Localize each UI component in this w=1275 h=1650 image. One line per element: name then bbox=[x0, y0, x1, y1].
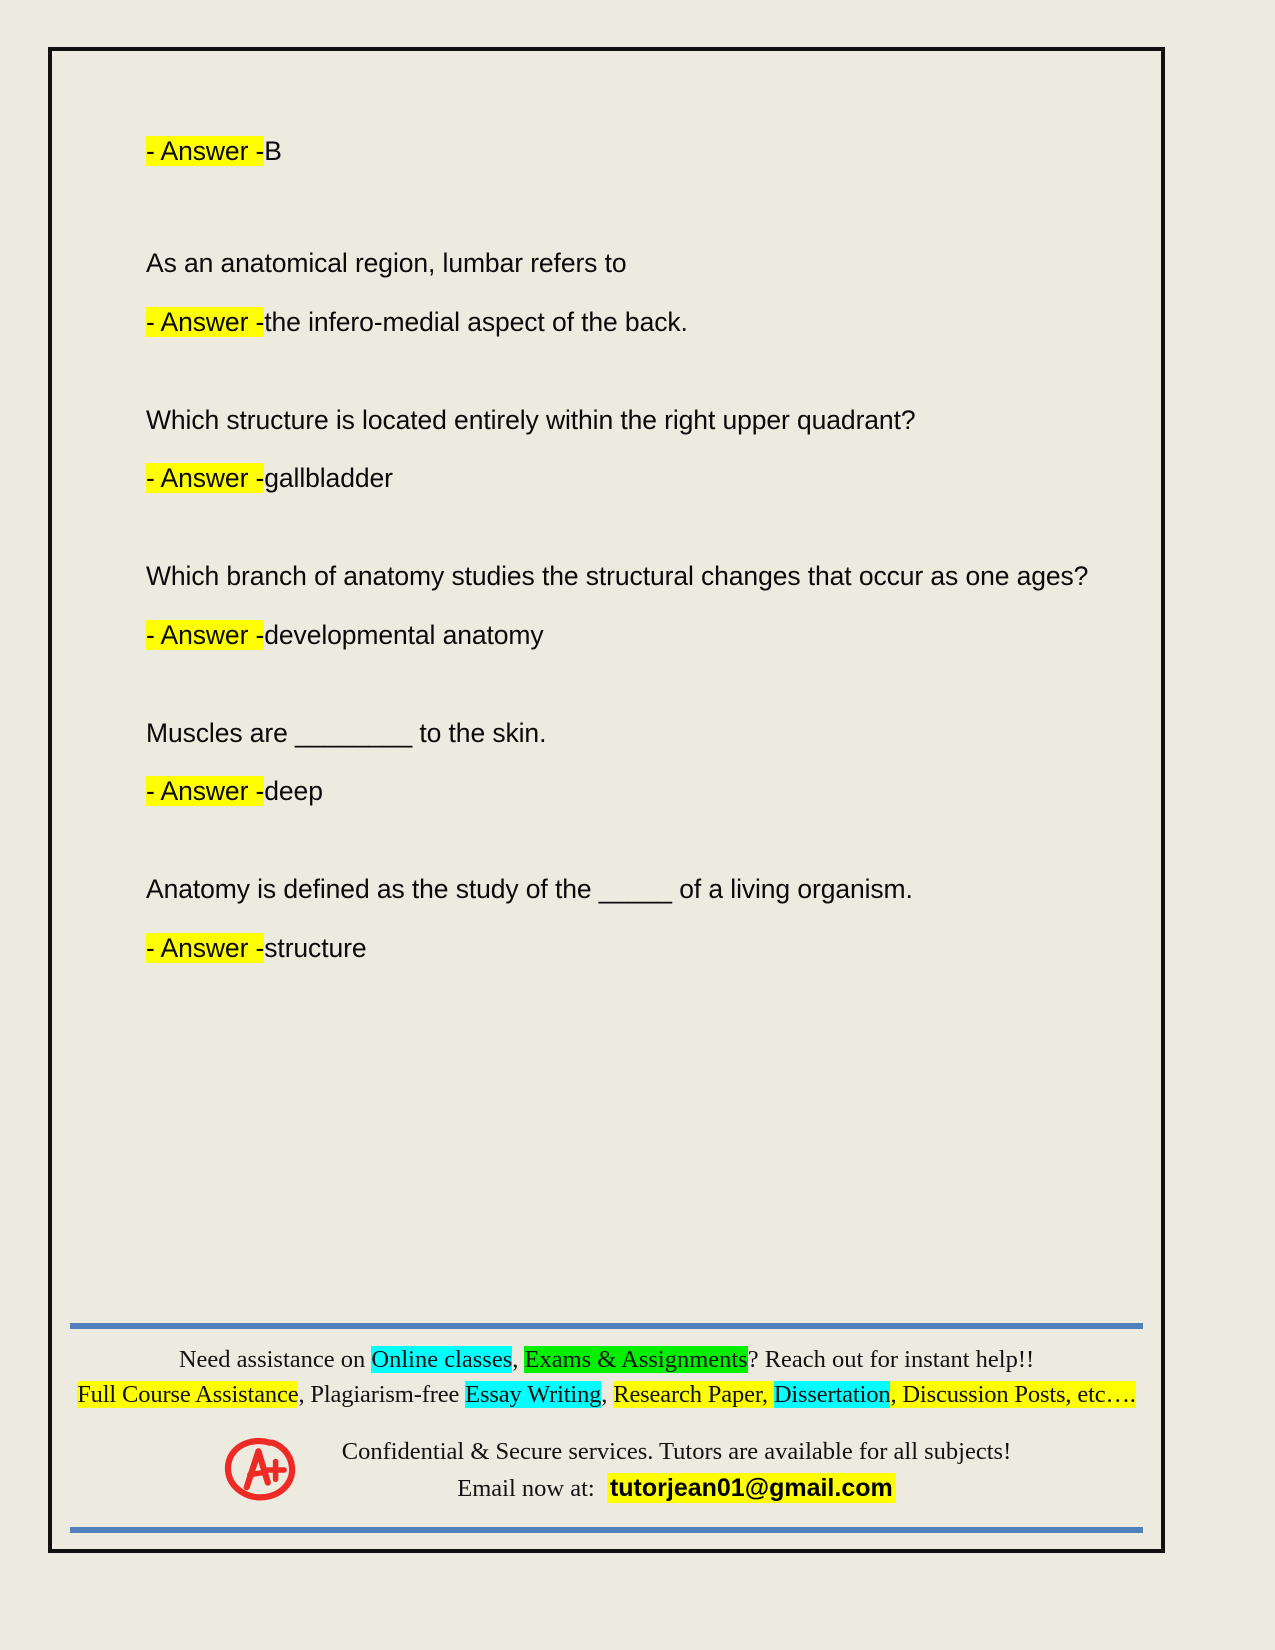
answer-label: - Answer - bbox=[146, 136, 265, 166]
answer-value: the infero-medial aspect of the back. bbox=[264, 306, 688, 337]
question-text: Which branch of anatomy studies the structural changes that occur as one ages? bbox=[146, 561, 1089, 592]
answer-value: B bbox=[264, 136, 282, 166]
answer-label: - Answer - bbox=[146, 776, 265, 807]
promo-exams-assignments: Exams & Assignments bbox=[524, 1346, 748, 1374]
promo-full-course-assistance: Full Course Assistance bbox=[77, 1381, 299, 1409]
footer-promo-line-2 bbox=[70, 1378, 1143, 1413]
answer-label: - Answer - bbox=[146, 306, 265, 337]
promo-dissertation: Dissertation bbox=[773, 1381, 891, 1409]
answer-label: - Answer - bbox=[146, 463, 265, 494]
qa-content bbox=[146, 131, 1096, 1026]
answer-value: gallbladder bbox=[264, 463, 393, 494]
footer-body bbox=[70, 1343, 1143, 1513]
answer-line bbox=[146, 615, 1096, 655]
qa-block bbox=[146, 713, 1096, 812]
promo-text-3: ? Reach out for instant help!! bbox=[747, 1346, 1035, 1374]
footer-divider-bottom bbox=[70, 1527, 1143, 1533]
promo-essay-writing: Essay Writing bbox=[465, 1381, 602, 1409]
answer-line bbox=[146, 302, 1096, 342]
answer-label: - Answer - bbox=[146, 932, 265, 963]
email-line bbox=[270, 1470, 1083, 1507]
qa-block bbox=[146, 556, 1096, 655]
promo-research-paper: Research Paper, bbox=[613, 1381, 768, 1409]
qa-block bbox=[146, 243, 1096, 342]
question-text: Which structure is located entirely within the right upper quadrant? bbox=[146, 404, 916, 435]
promo-text-5: , bbox=[601, 1381, 614, 1409]
email-label: Email now at: bbox=[457, 1474, 595, 1502]
answer-label: - Answer - bbox=[146, 619, 265, 650]
promo-discussion-posts: Discussion Posts, etc…. bbox=[902, 1381, 1136, 1409]
answer-value: developmental anatomy bbox=[264, 619, 544, 650]
footer bbox=[70, 1323, 1143, 1533]
footer-promo-line-1 bbox=[70, 1343, 1143, 1378]
qa-block bbox=[146, 131, 1096, 171]
answer-value: structure bbox=[264, 932, 367, 963]
promo-text-1: Need assistance on bbox=[178, 1346, 372, 1374]
promo-online-classes: Online classes bbox=[371, 1346, 513, 1374]
qa-block bbox=[146, 400, 1096, 499]
document-page bbox=[48, 47, 1165, 1553]
promo-text-2: , bbox=[512, 1346, 525, 1374]
footer-lower bbox=[70, 1431, 1143, 1509]
confidential-notice: Confidential & Secure services. Tutors are available for all subjects! bbox=[341, 1437, 1012, 1465]
answer-value: deep bbox=[264, 776, 323, 807]
promo-spacer bbox=[768, 1381, 774, 1408]
promo-text-4: , Plagiarism-free bbox=[298, 1381, 466, 1409]
answer-line bbox=[146, 131, 1096, 171]
promo-text-6: , bbox=[890, 1381, 903, 1409]
footer-divider-top bbox=[70, 1323, 1143, 1329]
email-address[interactable]: tutorjean01@gmail.com bbox=[607, 1473, 896, 1503]
answer-line bbox=[146, 928, 1096, 968]
answer-line bbox=[146, 771, 1096, 811]
answer-line bbox=[146, 458, 1096, 498]
question-text: As an anatomical region, lumbar refers to bbox=[146, 248, 627, 279]
contact-block bbox=[270, 1434, 1143, 1506]
qa-block bbox=[146, 869, 1096, 968]
question-text: Anatomy is defined as the study of the _____ of a living organism. bbox=[146, 874, 913, 905]
question-text: Muscles are ________ to the skin. bbox=[146, 717, 547, 748]
